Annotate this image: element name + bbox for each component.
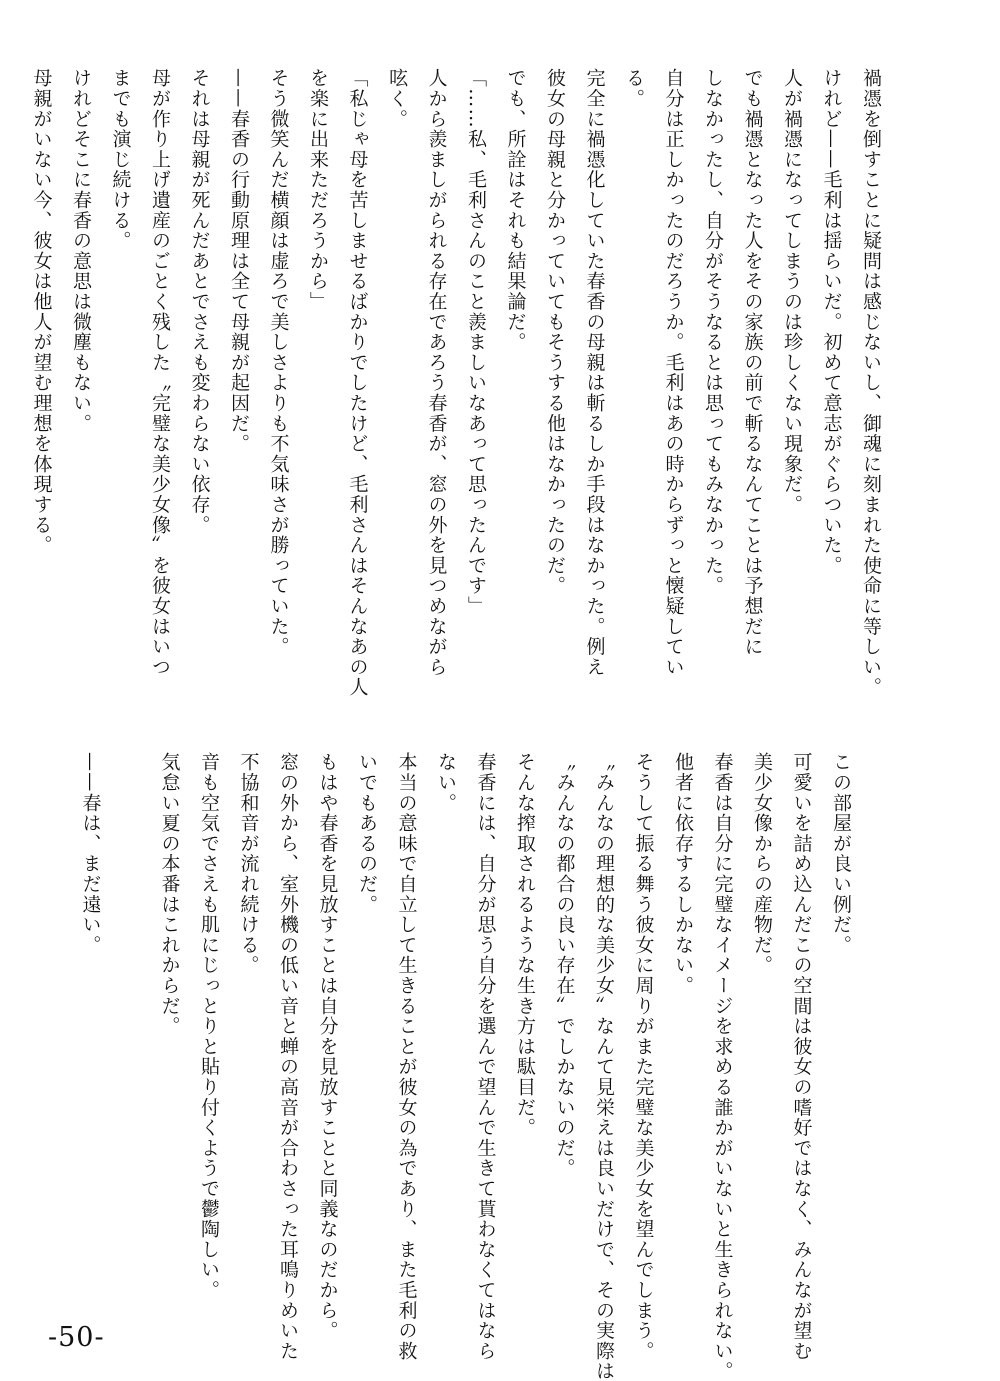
text-line: 自分は正しかったのだろうか。毛利はあの時からずっと懐疑してい — [662, 68, 685, 677]
text-line: 春香は自分に完璧なイメージを求める誰かがいないと生きられない。 — [711, 752, 734, 1381]
text-line: 人が禍憑になってしまうのは珍しくない現象だ。 — [781, 68, 803, 515]
text-line: を楽に出来ただろうから」 — [307, 68, 329, 312]
text-line: そう微笑んだ横顔は虚ろで美しさよりも不気味さが勝っていた。 — [267, 68, 290, 657]
text-line: 窓の外から、室外機の低い音と蝉の高音が合わさった耳鳴りめいた — [277, 752, 299, 1361]
text-line: ない。 — [435, 752, 457, 813]
text-line: 〝みんなの都合の良い存在〟でしかないのだ。 — [553, 752, 576, 1179]
text-line: 気怠い夏の本番はこれからだ。 — [158, 752, 181, 1037]
text-line: 可愛いを詰め込んだこの空間は彼女の嗜好ではなく、みんなが望む — [790, 752, 813, 1361]
bottom-text-block — [79, 752, 860, 1381]
text-line-blank — [110, 752, 150, 1352]
text-line: 完全に禍憑化していた春香の母親は斬るしか手段はなかった。例え — [583, 68, 606, 677]
text-line: そうして振る舞う彼女に周りがまた完璧な美少女を望んでしまう。 — [632, 752, 655, 1361]
text-line: そんな搾取されるような生き方は駄目だ。 — [514, 752, 536, 1138]
text-line: 呟く。 — [386, 68, 408, 129]
text-line: 不協和音が流れ続ける。 — [237, 752, 260, 976]
text-line: ——春は、まだ遠い。 — [79, 752, 102, 955]
text-line: る。 — [623, 68, 645, 109]
text-line: ——春香の行動原理は全て母親が起因だ。 — [228, 68, 250, 454]
text-line: それは母親が死んだあとでさえも変わらない依存。 — [188, 68, 211, 535]
text-line: いでもあるのだ。 — [356, 752, 378, 915]
text-line: 他者に依存するしかない。 — [672, 752, 694, 996]
text-line: しなかったし、自分がそうなるとは思ってもみなかった。 — [702, 68, 724, 596]
text-line: 美少女像からの産物だ。 — [751, 752, 773, 976]
text-line: 禍憑を倒すことに疑問は感じないし、御魂に刻まれた使命に等しい。 — [860, 68, 882, 698]
text-line: けれど——毛利は揺らいだ。初めて意志がぐらついた。 — [820, 68, 843, 576]
text-line: 彼女の母親と分かっていてもそうする他はなかったのだ。 — [544, 68, 566, 596]
text-line: 〝みんなの理想的な美少女〟なんて見栄えは良いだけで、その実際は — [593, 752, 615, 1381]
text-line: 人から羨ましがられる存在であろう春香が、窓の外を見つめながら — [425, 68, 448, 677]
text-line: でも、所詮はそれも結果論だ。 — [504, 68, 527, 353]
text-line: でも禍憑となった人をその家族の前で斬るなんてことは予想だに — [741, 68, 764, 657]
text-line: 「私じゃ母を苦しませるばかりでしたけど、毛利さんはそんなあの人 — [346, 68, 369, 698]
page-number: -50- — [48, 1322, 105, 1353]
text-line: この部屋が良い例だ。 — [830, 752, 852, 955]
text-line: 音も空気でさえも肌にじっとりと貼り付くようで鬱陶しい。 — [198, 752, 220, 1301]
text-line: 母が作り上げ遺産のごとく残した〝完璧な美少女像〟を彼女はいつ — [149, 68, 171, 677]
text-line: 母親がいない今、彼女は他人が望む理想を体現する。 — [30, 68, 53, 556]
text-line: けれどそこに春香の意思は微塵もない。 — [70, 68, 92, 434]
text-line: 本当の意味で自立して生きることが彼女の為であり、また毛利の救 — [395, 752, 418, 1361]
top-text-block — [30, 68, 890, 698]
text-line: までも演じ続ける。 — [109, 68, 132, 251]
text-line: もはや春香を見放すことは自分を見放すことと同義なのだから。 — [316, 752, 339, 1341]
text-line: 春香には、自分が思う自分を選んで望んで生きて貰わなくてはなら — [474, 752, 497, 1361]
text-line: 「……私、毛利さんのこと羨ましいなあって思ったんです」 — [465, 68, 487, 617]
